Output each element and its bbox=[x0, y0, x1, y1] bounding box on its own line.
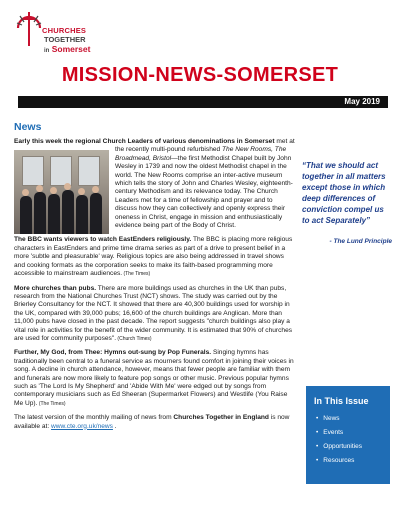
cte-news-link[interactable]: www.cte.org.uk/news bbox=[51, 422, 113, 430]
article-text: There are more buildings used as churches in the UK than pubs, research from the National Churches Trust (NCT) shows. The study was carried out by the Brierley Consultancy for the NCT. It showed that there are 40,300 buildings used for worship in the UK, compared with 39,000 pubs; 16,600 of the church buildings are Anglican. More than 11,000 pubs have closed in the past decade. The report suggests "church buildings also play a vital role in activities for the benefit of the wider community. It is estimated that 90% of churches are used for community purposes". bbox=[14, 284, 293, 342]
footer-note-text2: is now available at: bbox=[14, 414, 290, 430]
pull-quote bbox=[302, 160, 392, 247]
article-hymns bbox=[14, 349, 296, 408]
article-text: met at the recently multi-pound refurbished bbox=[115, 138, 295, 154]
logo-line-churches: CHURCHES bbox=[42, 26, 87, 35]
logo-line-together: TOGETHER bbox=[44, 35, 86, 44]
date-band bbox=[18, 96, 388, 108]
article-lead: Early this week the regional Church Leaders of various denominations in Somerset bbox=[14, 138, 275, 145]
cts-logo bbox=[14, 8, 104, 54]
article-church-leaders bbox=[14, 138, 296, 230]
section-title-news: News bbox=[14, 121, 42, 133]
article-text: The BBC is placing more religious characters in EastEnders and prime time drama series as part of a drive to present belief in a more 'subtle and pleasurable' way. Religious topics are also being addressed in travel shows and cooking formats as the corporation seeks to make its faith-based programming more accessible to mainstream audiences. bbox=[14, 236, 293, 278]
logo-line-somerset bbox=[44, 45, 90, 56]
article-source: (The Times) bbox=[122, 271, 151, 278]
quote-attribution: - The Lund Principle bbox=[329, 238, 392, 245]
issue-item-news[interactable]: • News bbox=[316, 412, 390, 426]
article-lead: More churches than pubs. bbox=[14, 284, 97, 292]
article-text: Singing hymns has traditionally been central to a funeral service as mourners found comfort in joining their voices in song. A decline in church attendance, however, means that fewer people are familiar with them and funerals are now more likely to feature pop songs or other music. Previous popular hymns such as 'The Lord Is My Shepherd' and 'Abide With Me' were edged out by songs from contemporary musicians such as Ed Sheeran (Supermarket Flowers) and Westlife (You Raise Me Up). bbox=[14, 349, 294, 407]
quote-text: “That we should act together in all matters except those in which deep differences of conviction compel us to act Separately” bbox=[302, 161, 386, 225]
church-cross-logo-icon bbox=[14, 8, 44, 48]
issue-item-opportunities[interactable]: • Opportunities bbox=[316, 440, 390, 454]
news-column bbox=[14, 138, 296, 437]
logo-in: in bbox=[44, 48, 50, 54]
article-lead: The BBC wants viewers to watch EastEnders religiously. bbox=[14, 236, 192, 244]
in-this-issue-list bbox=[306, 412, 390, 468]
article-churches-pubs bbox=[14, 285, 296, 344]
article-text-cont: —the first Methodist Chapel built by John Wesley in 1739 and now the oldest Methodist chapel in the world. The New Rooms comprise an inter-active museum which tells the story of John and Charles Wesley, eighteenth-century Methodism and its relevance today. The Church Leaders met for a time of fellowship and prayer and to discuss how they can collectively and openly express their oneness in Christ, engage in mission and enthusiastically evidence being part of the Body of Christ. bbox=[115, 154, 293, 230]
article-venue: The New Rooms, The Broadmead, Bristol bbox=[115, 146, 287, 162]
article-source: (The Times) bbox=[37, 400, 66, 407]
footer-note bbox=[14, 414, 296, 431]
in-this-issue-box bbox=[306, 386, 390, 484]
article-source: (Church Times) bbox=[116, 335, 152, 342]
article-lead: Further, My God, from Thee: Hymns out-sung by Pop Funerals. bbox=[14, 349, 212, 357]
issue-date: May 2019 bbox=[344, 97, 380, 106]
logo-somerset: Somerset bbox=[51, 44, 91, 54]
church-leaders-photo bbox=[14, 150, 109, 234]
article-eastenders bbox=[14, 236, 296, 278]
masthead-title: MISSION-NEWS-SOMERSET bbox=[61, 64, 339, 86]
issue-item-events[interactable]: • Events bbox=[316, 426, 390, 440]
in-this-issue-title: In This Issue bbox=[314, 396, 369, 406]
footer-note-org: Churches Together in England bbox=[173, 414, 269, 422]
footer-note-end: . bbox=[112, 422, 117, 430]
footer-note-text: The latest version of the monthly mailing of news from bbox=[14, 414, 174, 422]
issue-item-resources[interactable]: • Resources bbox=[316, 454, 390, 468]
